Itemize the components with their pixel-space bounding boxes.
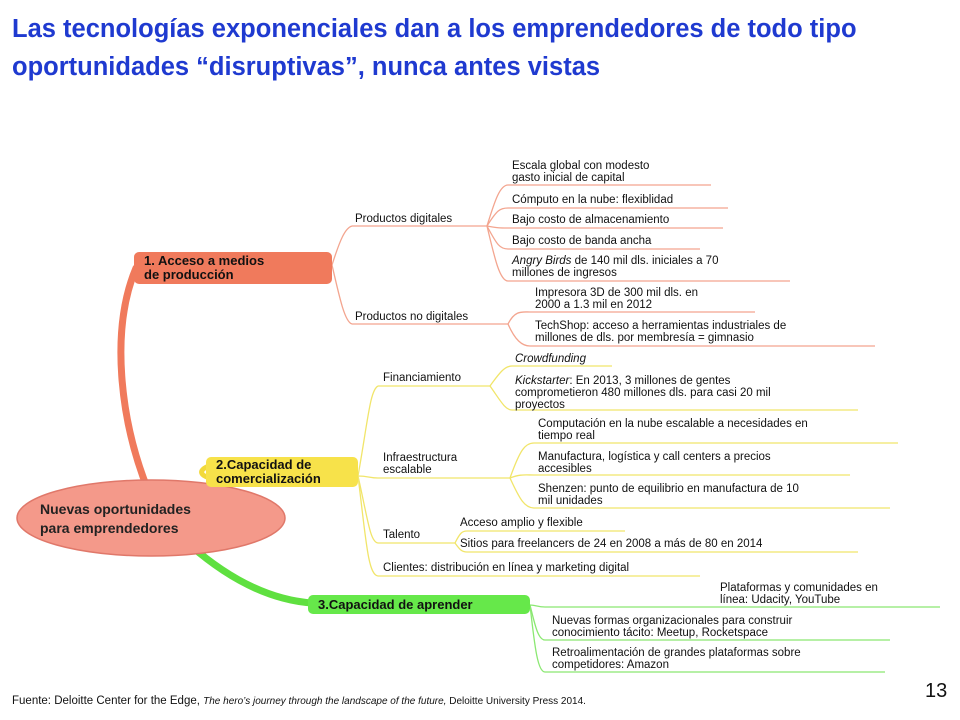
sub-productos-digitales: Productos digitales [355,213,453,225]
source-citation [12,695,586,707]
branch1-label-line2: de producción [144,267,234,282]
branch1-label-line1: 1. Acceso a medios [144,253,265,268]
leaf-kickstarter-rest: : En 2013, 3 millones de gentes [569,375,731,387]
leaf-angry-birds-line2: millones de ingresos [512,267,617,279]
branch2-label-line1: 2.Capacidad de [216,457,312,472]
center-node [17,480,285,556]
leaf-kickstarter-line2: comprometieron 480 millones dls. para casi 20 mil [515,387,771,399]
leaf-shenzen-line1: Shenzen: punto de equilibrio en manufactura de 10 [538,483,799,495]
sub-productos-no-digitales: Productos no digitales [355,311,469,323]
center-node-line1: Nuevas oportunidades [40,501,191,517]
leaf-nuevas-formas-line2: conocimiento tácito: Meetup, Rocketspace [552,627,769,639]
leaf-manufactura-line1: Manufactura, logística y call centers a precios [538,451,771,463]
page-number: 13 [925,680,948,702]
leaf-retroalimentacion-line1: Retroalimentación de grandes plataformas sobre [552,647,801,659]
source-title: The hero’s journey through the landscape of the future, [203,696,447,707]
leaf-bajo-costo-banda: Bajo costo de banda ancha [512,235,652,247]
leaf-shenzen-line2: mil unidades [538,495,603,507]
sub-clientes: Clientes: distribución en línea y marketing digital [383,562,630,574]
connector-center-branch3 [190,545,312,603]
leaf-crowdfunding: Crowdfunding [515,353,586,365]
leaf-angry-birds-line1 [511,255,718,267]
leaf-plataformas-line1: Plataformas y comunidades en [720,582,878,594]
source-prefix: Fuente: Deloitte Center for the Edge, [12,695,204,707]
branch3-label: 3.Capacidad de aprender [318,597,473,612]
branch2-label-line2: comercialización [216,471,321,486]
branch1-node [134,252,332,284]
sub-financiamiento: Financiamiento [383,372,461,384]
leaf-bajo-costo-almacenamiento: Bajo costo de almacenamiento [512,214,670,226]
sub-talento: Talento [383,529,421,541]
sub-infraestructura-line2: escalable [383,464,432,476]
connector-center-branch1 [121,268,148,490]
branch2-node [206,457,358,487]
leaf-nuevas-formas-line1: Nuevas formas organizacionales para construir [552,615,793,627]
leaf-kickstarter-line1 [515,375,731,387]
leaf-angry-birds-rest: de 140 mil dls. iniciales a 70 [571,255,719,267]
branch3-node [308,595,530,614]
leaf-impresora-3d-line2: 2000 a 1.3 mil en 2012 [535,299,653,311]
leaf-escala-global-line2: gasto inicial de capital [512,172,625,184]
leaf-kickstarter-line3: proyectos [515,399,565,411]
leaf-manufactura-line2: accesibles [538,463,592,475]
leaf-computacion-nube-line2: tiempo real [538,430,595,442]
leaf-techshop-line1: TechShop: acceso a herramientas industriales de [535,320,787,332]
leaf-escala-global-line1: Escala global con modesto [512,160,650,172]
slide-title-line1: Las tecnologías exponenciales dan a los emprendedores de todo tipo [12,15,857,43]
leaf-impresora-3d-line1: Impresora 3D de 300 mil dls. en [535,287,698,299]
leaf-computo-nube: Cómputo en la nube: flexiblidad [512,194,674,206]
leaf-retroalimentacion-line2: competidores: Amazon [552,659,669,671]
slide-title-line2: oportunidades “disruptivas”, nunca antes vistas [12,53,601,81]
source-suffix: Deloitte University Press 2014. [446,696,586,707]
sub-infraestructura-line1: Infraestructura [383,452,458,464]
leaf-techshop-line2: millones de dls. por membresía = gimnasio [535,332,754,344]
leaf-computacion-nube-line1: Computación en la nube escalable a necesidades en [538,418,808,430]
center-node-line2: para emprendedores [40,520,179,536]
leaf-kickstarter-italic: Kickstarter [515,375,570,387]
leaf-freelancers: Sitios para freelancers de 24 en 2008 a más de 80 en 2014 [460,538,763,550]
leaf-acceso-amplio: Acceso amplio y flexible [460,517,583,529]
leaf-angry-birds-italic: Angry Birds [512,255,572,267]
leaf-plataformas-line2: línea: Udacity, YouTube [720,594,841,606]
